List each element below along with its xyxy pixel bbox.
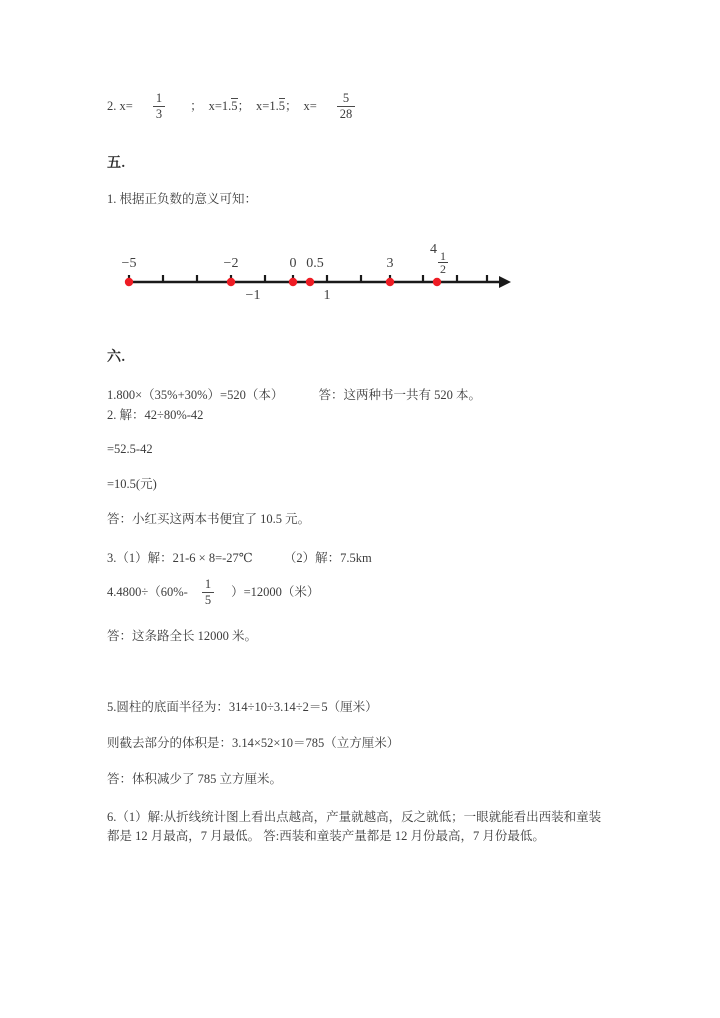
answer-2-value-2-prefix: x=1. [208,98,232,113]
section-six-item-2: 2. 解：42÷80%-42 [107,408,204,422]
mixed-number-fraction [438,250,448,276]
point--5 [125,278,133,286]
number-line-label-0-5: 0.5 [306,256,324,271]
section-six-item-2-line-2: =52.5-42 [107,442,153,456]
fraction-denominator: 28 [337,106,356,121]
answer-2-number: 2. x= [107,98,133,113]
answer-2-separator-1: ； [190,98,203,113]
section-six-title: 六. [107,350,126,365]
repeating-bar-2: 5 [278,98,285,113]
answer-2-separator-2: ； [237,98,251,113]
section-five-item-1: 1. 根据正负数的意义可知： [107,192,258,206]
section-six-item-1 [107,386,567,404]
number-line-arrow-icon [499,276,511,288]
section-six-item-5-line-2: 则截去部分的体积是：3.14×52×10＝785（立方厘米） [107,736,400,750]
fraction-denominator: 3 [153,106,165,121]
fraction-denominator: 2 [440,262,446,277]
fraction-five-twentyeighths [337,92,356,120]
point-4-and-half [433,278,441,286]
number-line-label-1: 1 [323,288,331,303]
section-six-item-3 [107,549,567,567]
section-six-item-2-line-3: =10.5(元) [107,477,157,491]
section-five-title: 五. [107,156,126,171]
section-six-item-1-answer: 答：这两种书一共有 520 本。 [318,388,481,402]
number-line-label--1: −1 [245,288,261,303]
fraction-numerator: 1 [440,248,446,263]
repeating-bar-1: 5 [231,98,238,113]
point--2 [227,278,235,286]
fraction-numerator: 1 [204,577,212,591]
point-0-5 [306,278,314,286]
section-six-item-2-answer: 答：小红买这两本书便宜了 10.5 元。 [107,512,311,526]
section-six-item-6: 6.（1）解:从折线统计图上看出点越高，产量就越高，反之就低；一眼就能看出西装和童装都是 12 月最高，7 月最低。 答:西装和童装产量都是 12 月份最高，7 月份最低。 [107,810,602,844]
section-six-item-3-part-2: （2）解：7.5km [283,551,372,565]
section-six-item-4-answer: 答：这条路全长 12000 米。 [107,629,258,643]
fraction-numerator: 5 [342,91,350,105]
answer-2-value-2 [209,97,238,115]
number-line-svg [107,232,527,312]
number-line-label-3: 3 [386,256,394,271]
answer-2-x4: x= [303,98,317,113]
answer-2-value-3-prefix: x=1. [256,98,279,113]
number-line-label--5: −5 [121,256,137,271]
fraction-one-fifth [202,578,214,606]
answer-2-value-3 [256,97,285,115]
answer-2-separator-3: ； [284,98,298,113]
point-3 [386,278,394,286]
number-line-figure [107,232,527,312]
section-six-item-1-expression: 1.800×（35%+30%）=520（本） [107,388,284,402]
number-line-label-4-and-half [430,242,448,276]
section-six-item-4 [107,578,319,606]
answer-line-2 [107,92,527,120]
fraction-one-third [153,92,165,120]
point-0 [289,278,297,286]
number-line-label--2: −2 [223,256,239,271]
fraction-denominator: 5 [202,592,214,607]
number-line-label-0: 0 [289,256,297,271]
section-six-item-4-prefix: 4.4800÷（60%- [107,584,188,599]
section-six-item-5-line-1: 5.圆柱的底面半径为：314÷10÷3.14÷2＝5（厘米） [107,700,378,714]
mixed-number-whole: 4 [430,242,437,257]
section-six-item-5-answer: 答：体积减少了 785 立方厘米。 [107,772,283,786]
section-six-item-3-part-1: 3.（1）解：21-6 × 8=-27℃ [107,551,253,565]
section-six-item-4-suffix: ）=12000（米） [231,584,320,599]
fraction-numerator: 1 [155,91,163,105]
